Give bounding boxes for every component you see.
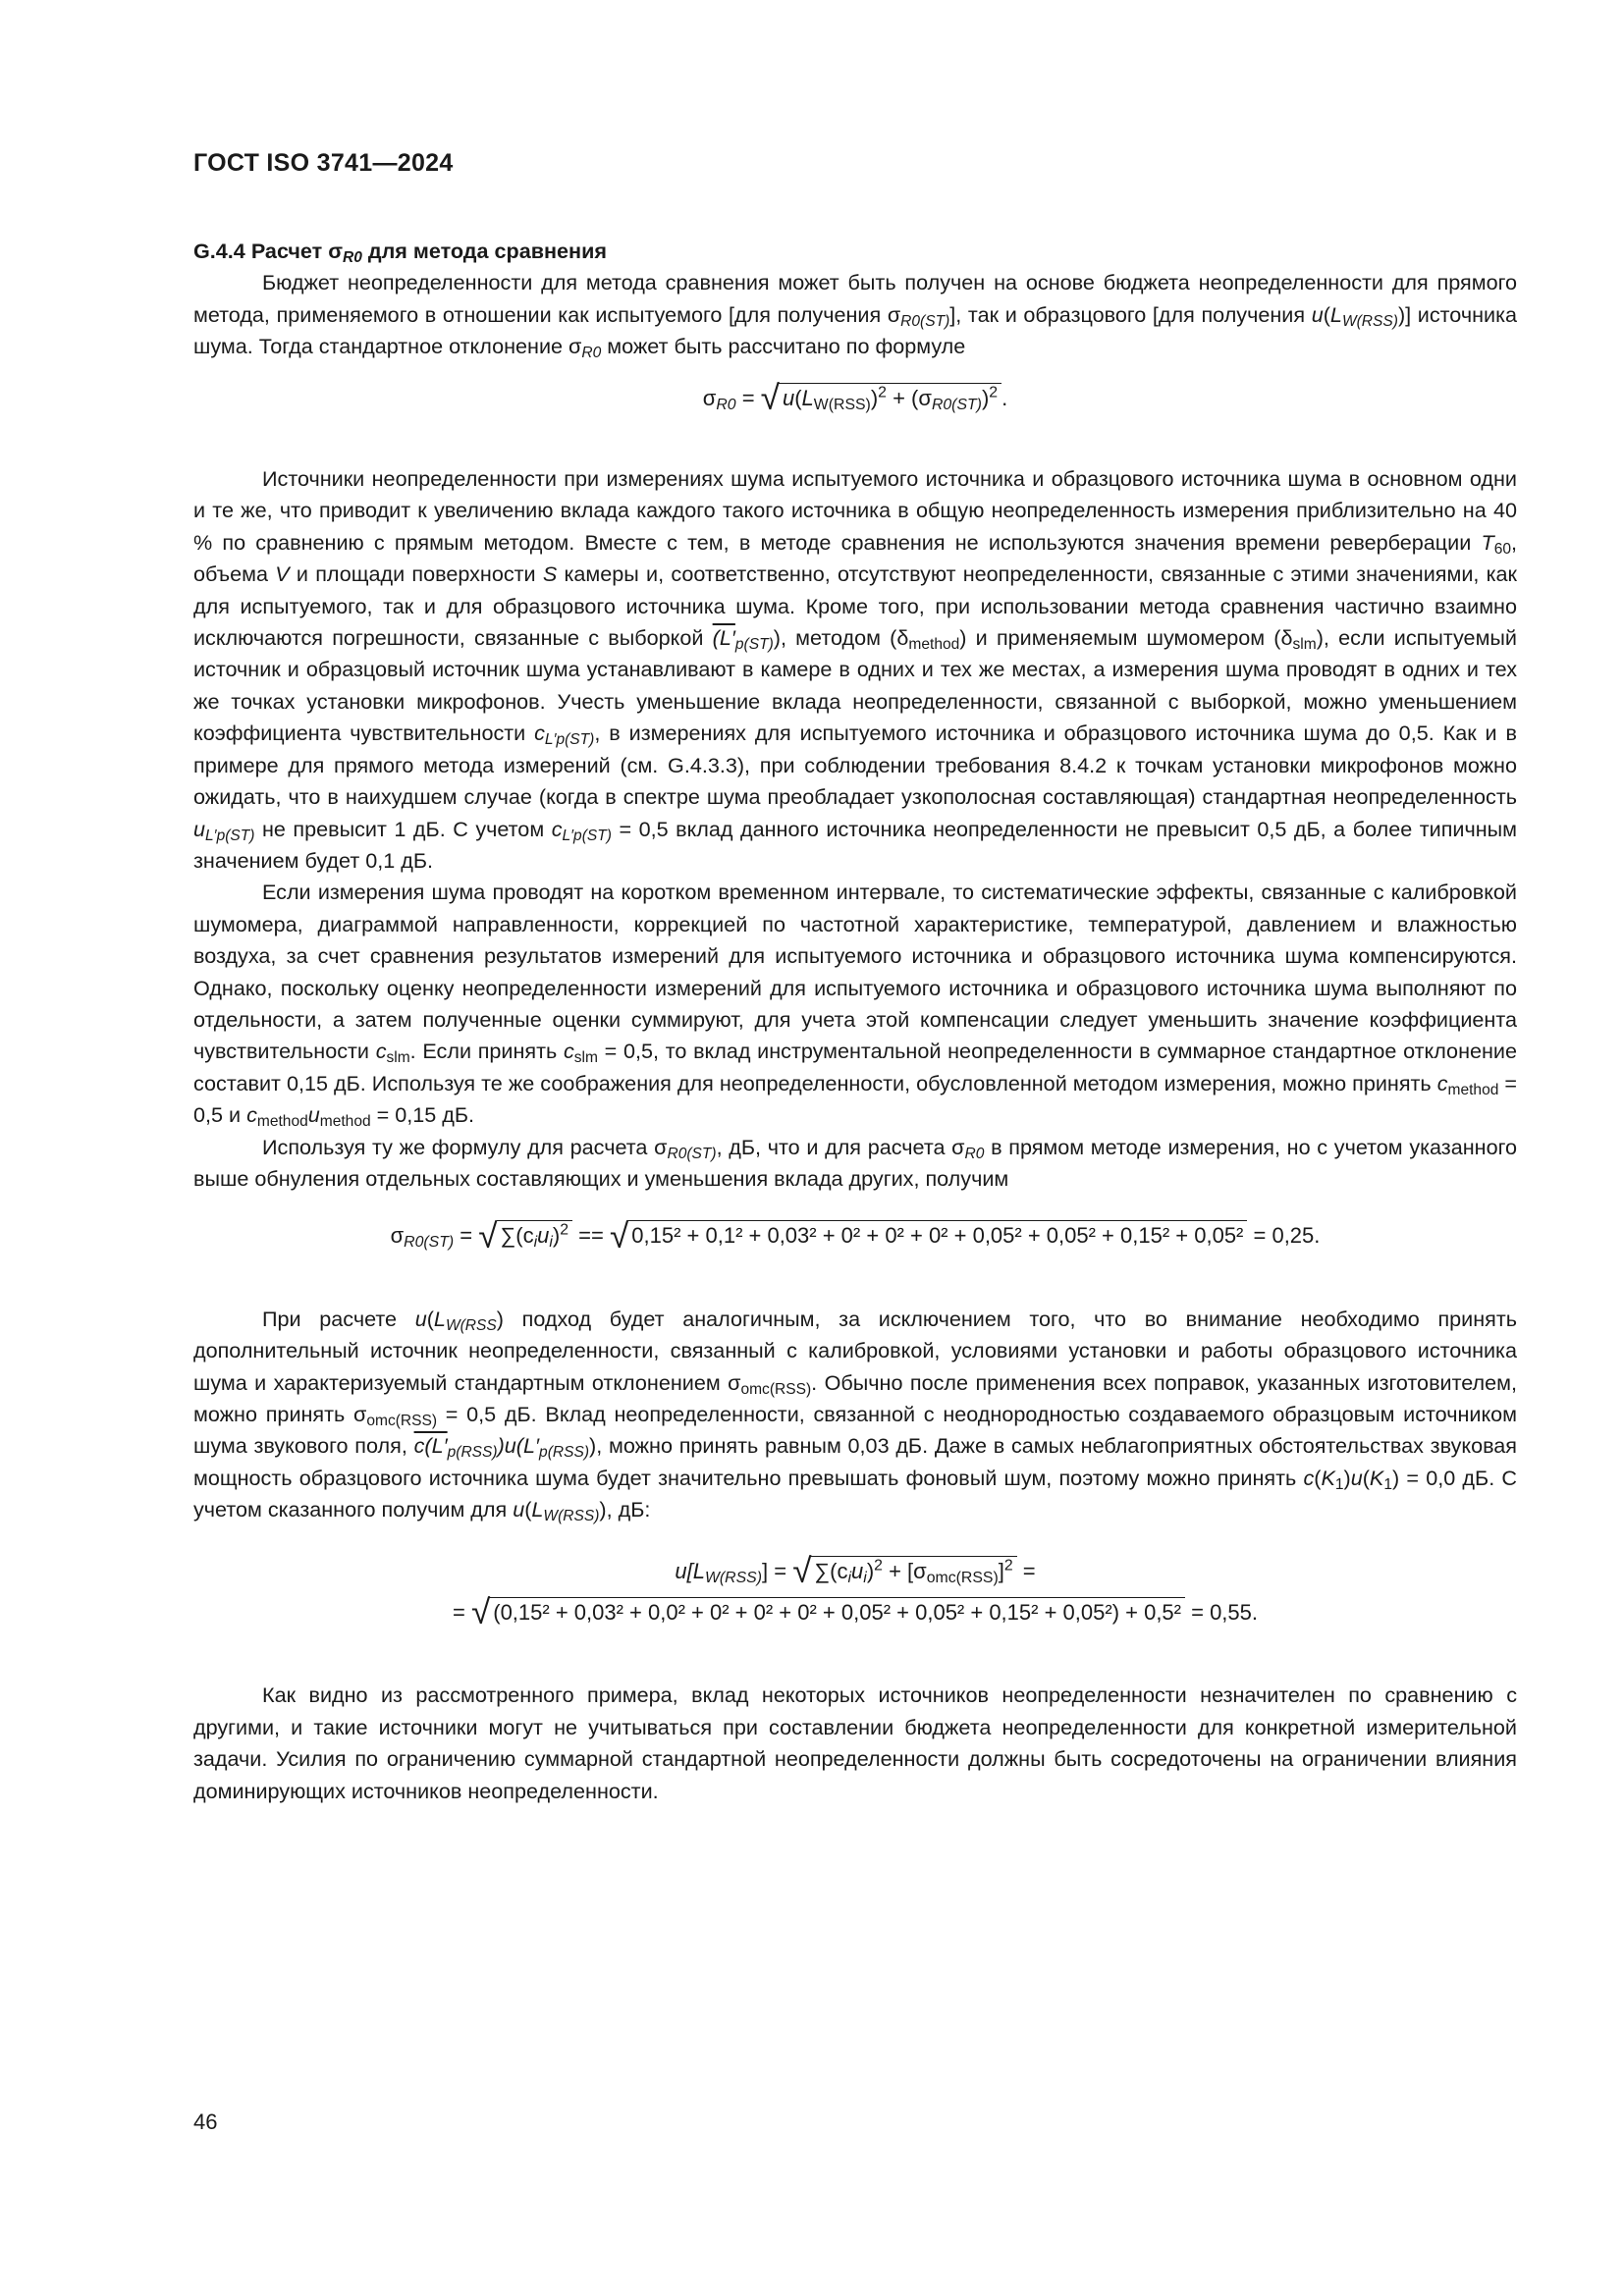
paragraph-2: Источники неопределенности при измерениях шума испытуемого источника и образцового источника шума в основном одни и те же, что приводит к увеличению вклада каждого такого источника в общую неопределенность измерения приблизительно на 40 % по сравнению с прямым методом. Вместе с тем, в методе сравнения не используются значения времени реверберации $T_{60}$, объема V и площади поверхности S камеры и, соответственно, отсутствуют неопределенности, связанные с этими значениями, как для испытуемого, так и для образцового источника шума. Кроме того, при использовании метода сравнения частично взаимно исключаются погрешности, связанные с выборкой $(L'_{p(ST)})$, методом $(\delta_{method})$ и применяемым шумомером $(\delta_{slm})$, если испытуемый источник и образцовый источник шума устанавливают в камере в одних и тех же местах, а измерения шума проводят в одних и тех же точках установки микрофонов. Учесть уменьшение вклада неопределенности, связанной с выборкой, можно уменьшением коэффициента чувствительности $c_{L'p(ST)}$, в измерениях для испытуемого источника и образцового источника шума до 0,5. Как и в примере для прямого метода измерений (см. G.4.3.3), при соблюдении требования 8.4.2 к точкам установки микрофонов можно ожидать, что в наихудшем случае (когда в спектре шума преобладает узкополосная составляющая) стандартная неопределенность $u_{L'p(ST)}$ не превысит 1 дБ. С учетом $c_{L'p(ST)} = 0,5$ вклад данного источника неопределенности не превысит 0,5 дБ, а более типичным значением будет 0,1 дБ. (193, 466, 1517, 873)
paragraph-1: Бюджет неопределенности для метода сравнения может быть получен на основе бюджета неопределенности для прямого метода, применяемого в отношении как испытуемого [для получения $\sigma_{R0(ST)}$], так и образцового [для получения $u(L_{W(RSS)})$] источника шума. Тогда стандартное отклонение $\sigma_{R0}$ может быть рассчитано по формуле (193, 270, 1517, 362)
paragraph-4: Используя ту же формулу для расчета $\sigma_{R0(ST)}$, дБ, что и для расчета $\sigma_{R0}$ в прямом методе измерения, но с учетом указанного выше обнуления отдельных составляющих и уменьшения вклада других, получим (193, 1134, 1517, 1191)
document-body (193, 236, 1517, 1807)
radical-sign: √ (470, 1593, 491, 1632)
radical-sign: √ (760, 378, 780, 417)
document-header: ГОСТ ISO 3741—2024 (193, 149, 454, 177)
page-number: 46 (193, 2109, 218, 2134)
paragraph-3: Если измерения шума проводят на коротком временном интервале, то систематические эффекты, связанные с калибровкой шумомера, диаграммой направленности, коррекцией по частотной характеристике, температурой, давлением и влажностью воздуха, за счет сравнения результатов измерений для испытуемого источника и образцового источника шума компенсируются. Однако, поскольку оценку неопределенности измерений для испытуемого источника и образцового источника шума выполняют по отдельности, а затем полученные оценки суммируют, для учета этой компенсации следует уменьшить значение коэффициента чувствительности $c_{slm}$. Если принять $c_{slm} = 0,5$, то вклад инструментальной неопределенности в суммарное стандартное отклонение составит 0,15 дБ. Используя те же соображения для неопределенности, обусловленной методом измерения, можно принять $c_{method} = 0,5$ и $c_{method}u_{method} = 0,15$ дБ. (193, 880, 1517, 1131)
formula-sigma-r0: $\sigma_{R0}$ = √ $u(L_{W(RSS)})^2 + (\sigma_{R0(ST)})^2$ . (702, 378, 1008, 417)
paragraph-6: Как видно из рассмотренного примера, вклад некоторых источников неопределенности незначителен по сравнению с другими, и такие источники могут не учитываться при составлении бюджета неопределенности для конкретной измерительной задачи. Усилия по ограничению суммарной стандартной неопределенности должны быть сосредоточены на ограничении влияния доминирующих источников неопределенности. (193, 1682, 1517, 1803)
section-heading: G.4.4 Расчет $\sigma_{R0}$ для метода сравнения (193, 239, 607, 266)
radical-sign: √ (478, 1216, 498, 1255)
paragraph-5: При расчете $u(L_{W(RSS})$ подход будет аналогичным, за исключением того, что во внимание необходимо принять дополнительный источник неопределенности, связанный с калибровкой, условиями установки и работы образцового источника шума и характеризуемый стандартным отклонением $\sigma_{omc(RSS)}$. Обычно после применения всех поправок, указанных изготовителем, можно принять $\sigma_{omc(RSS)} = 0,5$ дБ. Вклад неопределенности, связанной с неоднородностью создаваемого образцовым источником шума звукового поля, $c(L'_{p(RSS)})u(L'_{p(RSS)})$, можно принять равным 0,03 дБ. Даже в самых неблагоприятных обстоятельствах звуковая мощность образцового источника шума будет значительно превышать фоновый шум, поэтому можно принять $c(K_1)u(K_1) = 0,0$ дБ. С учетом сказанного получим для $u(L_{W(RSS)})$, дБ: (193, 1306, 1518, 1525)
radical-sign: √ (609, 1216, 629, 1255)
radical-sign: √ (792, 1551, 812, 1590)
formula-u-lw-rss: $u[L_{W(RSS)}]$ = √ $\sum(c_iu_i)^2 + [\sigma_{omc(RSS)}]^2$ = (675, 1551, 1036, 1590)
formula-sigma-r0-st: $\sigma_{R0(ST)}$ = √ $\sum(c_iu_i)^2$ == √ 0,15² + 0,1² + 0,03² + 0² + 0² + 0² + 0,05² + 0,05² + 0,15² + 0,05² = 0,25. (390, 1216, 1321, 1255)
formula-u-lw-rss-result: = √ (0,15² + 0,03² + 0,0² + 0² + 0² + 0² + 0,05² + 0,05² + 0,15² + 0,05²) + 0,5² = 0,55. (452, 1593, 1259, 1632)
